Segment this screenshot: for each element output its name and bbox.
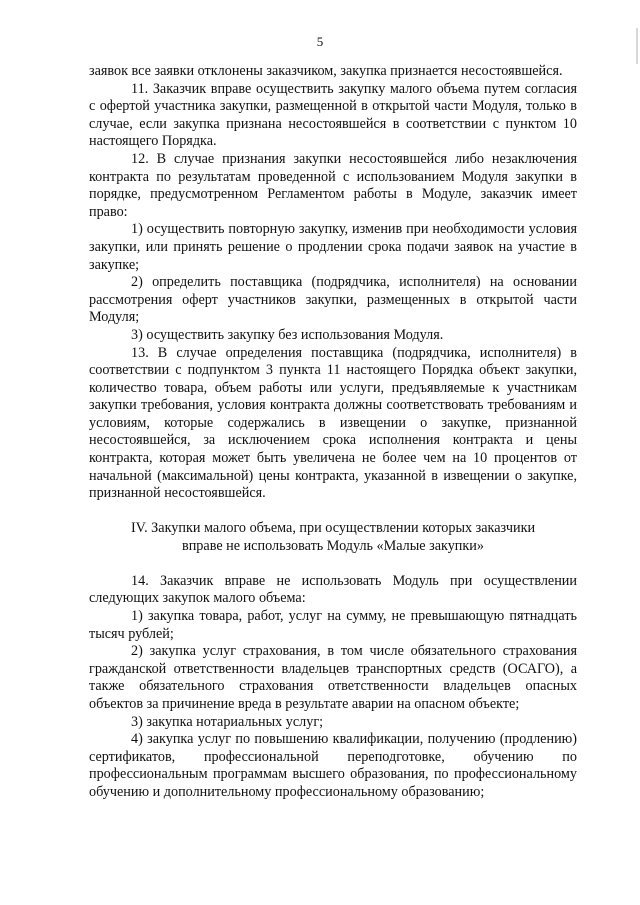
document-body bbox=[89, 63, 577, 802]
section-heading-line-1: IV. Закупки малого объема, при осуществлении которых заказчики bbox=[130, 519, 536, 536]
paragraph-12: 12. В случае признания закупки несостоявшейся либо незаключения контракта по результатам проведенной с использованием Модуля закупки в порядке, предусмотренном Регламентом работы в Модуле, заказчик имеет право: bbox=[89, 150, 577, 220]
heading-spacer bbox=[89, 555, 577, 573]
section-heading-line-2: вправе не использовать Модуль «Малые закупки» bbox=[182, 537, 484, 554]
paragraph-14-item-4: 4) закупка услуг по повышению квалификации, получению (продлению) сертификатов, профессиональной переподготовке, обучению по профессиональным программам высшего образования, по профессиональному обучению и дополнительному профессиональному образованию; bbox=[89, 731, 577, 800]
paragraph-14-item-2: 2) закупка услуг страхования, в том числе обязательного страхования гражданской ответственности владельцев транспортных средств (ОСАГО), а также обязательного страхования ответственности владельцев опасных объектов за причинение вреда в результате аварии на опасном объекте; bbox=[89, 643, 577, 712]
section-heading bbox=[89, 519, 577, 555]
paragraph-continuation: заявок все заявки отклонены заказчиком, закупка признается несостоявшейся. bbox=[89, 63, 563, 79]
paragraph-14-item-3: 3) закупка нотариальных услуг; bbox=[131, 713, 324, 730]
paragraph-14: 14. Заказчик вправе не использовать Модуль при осуществлении следующих закупок малого объема: bbox=[89, 572, 577, 607]
paragraph-14-item-1: 1) закупка товара, работ, услуг на сумму, не превышающую пятнадцать тысяч рублей; bbox=[89, 608, 577, 642]
paragraph-12-item-3: 3) осуществить закупку без использования Модуля. bbox=[131, 326, 444, 343]
paragraph-13: 13. В случае определения поставщика (подрядчика, исполнителя) в соответствии с подпунктом 3 пункта 11 настоящего Порядка объект закупки, количество товара, объем работы или услуги, предъявляемые к участникам закупки требования, условия контракта должны соответствовать требованиям и условиям, которые содержались в извещении о закупке, признанной несостоявшейся, за исключением срока исполнения контракта и цены контракта, которая может быть увеличена не более чем на 10 процентов от начальной (максимальной) цены контракта, указанной в извещении о закупке, признанной несостоявшейся. bbox=[89, 344, 577, 502]
paragraph-11: 11. Заказчик вправе осуществить закупку малого объема путем согласия с офертой участника закупки, размещенной в открытой части Модуля, только в случае, если закупка признана несостоявшейся в соответствии с пунктом 10 настоящего Порядка. bbox=[89, 80, 577, 150]
page-number: 5 bbox=[316, 34, 324, 49]
paragraph-12-item-1: 1) осуществить повторную закупку, изменив при необходимости условия закупки, или принять решение о продлении срока подачи заявок на участие в закупке; bbox=[89, 221, 577, 273]
paragraph-12-item-2: 2) определить поставщика (подрядчика, исполнителя) на основании рассмотрения оферт участников закупки, размещенных в открытой части Модуля; bbox=[89, 274, 577, 326]
